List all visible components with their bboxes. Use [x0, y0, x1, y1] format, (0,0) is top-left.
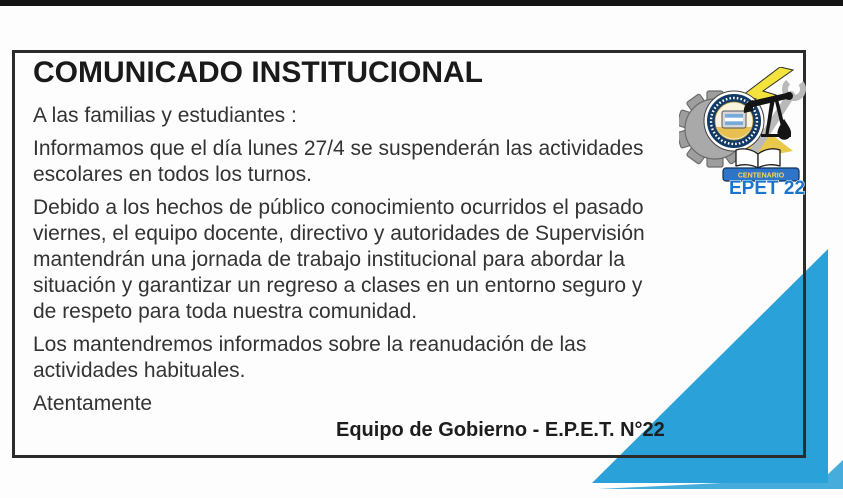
argentina-flag-icon	[725, 114, 743, 125]
body-line: A las familias y estudiantes :	[33, 104, 297, 127]
body-line: situación y garantizar un regreso a clases en un entorno seguro y	[33, 274, 643, 297]
body-line: viernes, el equipo docente, directivo y autoridades de Supervisión	[33, 222, 645, 245]
page-title: COMUNICADO INSTITUCIONAL	[33, 56, 483, 89]
body-line: Debido a los hechos de público conocimiento ocurridos el pasado	[33, 196, 644, 219]
emblem-seal	[704, 91, 764, 151]
epet22-crest-icon	[679, 67, 807, 195]
school-logo	[679, 67, 807, 195]
closing-line: Atentamente	[33, 392, 153, 415]
body-line: actividades habituales.	[33, 359, 246, 382]
signature-line: Equipo de Gobierno - E.P.E.T. N°22	[336, 419, 665, 441]
body-line: mantendrán una jornada de trabajo institucional para abordar la	[33, 248, 625, 271]
logo-school-label: EPET 22	[729, 178, 806, 195]
notice-body	[33, 103, 645, 417]
paragraph	[33, 332, 645, 384]
body-line: Los mantendremos informados sobre la reanudación de las	[33, 333, 587, 356]
notice-frame	[12, 50, 806, 458]
paragraph	[33, 136, 645, 188]
body-line: escolares en todos los turnos.	[33, 163, 312, 186]
body-line: de respeto para toda nuestra comunidad.	[33, 300, 418, 323]
top-black-bar	[0, 0, 843, 6]
body-line: Informamos que el día lunes 27/4 se suspenderán las actividades	[33, 137, 644, 160]
paragraph	[33, 195, 645, 325]
banner-label: CENTENARIO	[737, 172, 785, 180]
salutation	[33, 103, 645, 129]
